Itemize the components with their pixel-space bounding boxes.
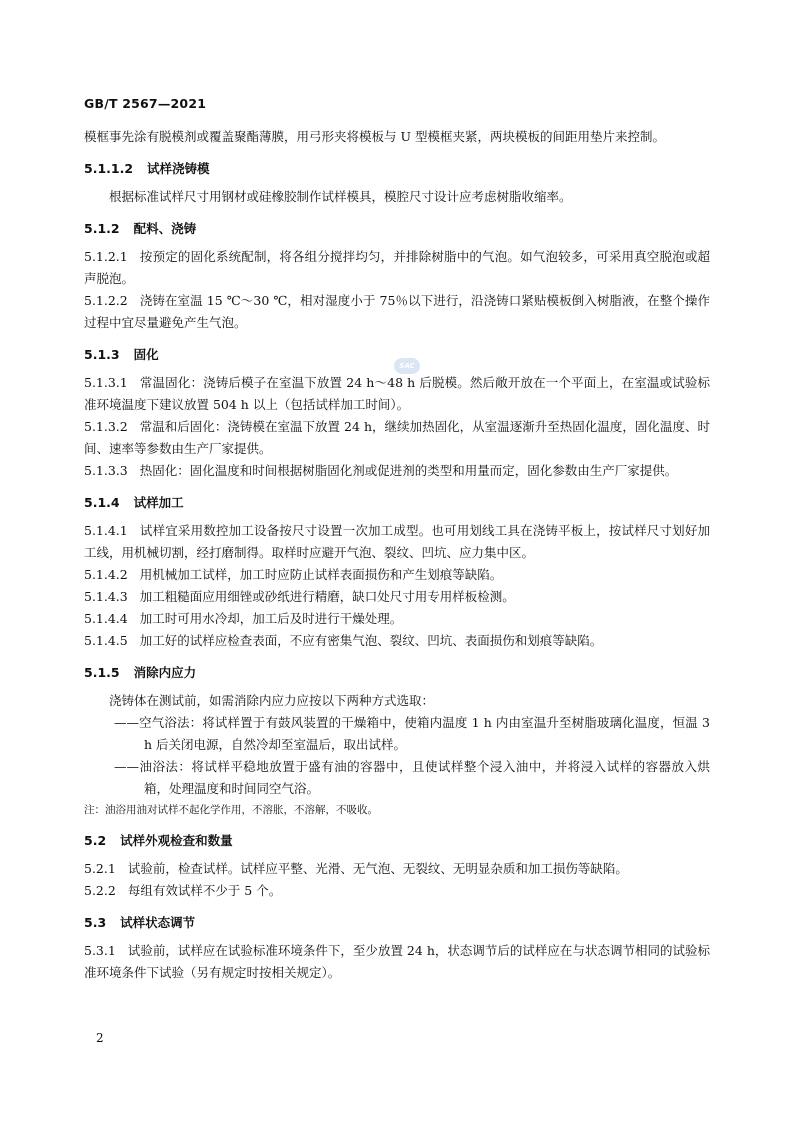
clause-number: 5.2.1: [84, 861, 116, 876]
standard-code-header: GB/T 2567—2021: [84, 96, 207, 111]
clause-5-1-2-1: [84, 246, 710, 290]
clause-text: 试验前，试样应在试验标准环境条件下，至少放置 24 h，状态调节后的试样应在与状态调节相同的试验标准环境条件下试验（另有规定时按相关规定）。: [84, 943, 710, 980]
clause-text: 按预定的固化系统配制，将各组分搅拌均匀，并排除树脂中的气泡。如气泡较多，可采用真空脱泡或超声脱泡。: [84, 249, 710, 286]
clause-number: 5.1.4.2: [84, 567, 128, 582]
clause-5-1-4-2: [84, 564, 710, 586]
clause-text: 常温和后固化：浇铸模在室温下放置 24 h，继续加热固化，从室温逐渐升至热固化温度，固化温度、时间、速率等参数由生产厂家提供。: [84, 419, 710, 456]
clause-text: 浇铸在室温 15 ℃～30 ℃，相对湿度小于 75％以下进行，沿浇铸口紧贴模板倒入树脂液，在整个操作过程中宜尽量避免产生气泡。: [84, 293, 710, 330]
clause-number: 5.1.2.2: [84, 293, 128, 308]
section-title: 固化: [133, 347, 159, 362]
clause-number: 5.1.3.1: [84, 375, 128, 390]
section-number: 5.1.4: [84, 495, 120, 510]
section-title: 试样外观检查和数量: [120, 833, 233, 848]
clause-number: 5.1.3.2: [84, 419, 128, 434]
clause-5-3-1: [84, 940, 710, 984]
section-title: 配料、浇铸: [133, 221, 197, 236]
section-number: 5.1.3: [84, 347, 120, 362]
clause-5-1-2-2: [84, 290, 710, 334]
clause-text: 热固化：固化温度和时间根据树脂固化剂或促进剂的类型和用量而定，固化参数由生产厂家提供。: [139, 463, 678, 478]
section-title: 试样加工: [133, 495, 184, 510]
section-number: 5.1.5: [84, 665, 120, 680]
section-title: 消除内应力: [133, 665, 197, 680]
document-body: [84, 126, 710, 984]
clause-text: 试验前，检查试样。试样应平整、光滑、无气泡、无裂纹、无明显杂质和加工损伤等缺陷。: [127, 861, 628, 876]
paragraph: 模框事先涂有脱模剂或覆盖聚酯薄膜，用弓形夹将模板与 U 型模框夹紧，两块模板的间距用垫片来控制。: [84, 129, 665, 144]
clause-5-2-1: [84, 858, 710, 880]
clause-number: 5.3.1: [84, 943, 116, 958]
clause-5-1-4-1: [84, 520, 710, 564]
note: 注：油浴用油对试样不起化学作用，不溶胀，不溶解，不吸收。: [84, 804, 378, 816]
dash-list-item: ——空气浴法：将试样置于有鼓风装置的干燥箱中，使箱内温度 1 h 内由室温升至树脂玻璃化温度，恒温 3 h 后关闭电源，自然冷却至室温后，取出试样。: [114, 715, 710, 752]
section-title: 试样状态调节: [120, 915, 196, 930]
clause-number: 5.2.2: [84, 883, 116, 898]
clause-5-1-3-3: [84, 460, 710, 482]
page-number: 2: [96, 1031, 104, 1045]
clause-number: 5.1.4.3: [84, 589, 128, 604]
section-heading-5-1-2: [84, 218, 710, 240]
section-number: 5.3: [84, 915, 107, 930]
section-title: 试样浇铸模: [147, 161, 210, 176]
clause-5-1-4-3: [84, 586, 710, 608]
section-heading-5-2: [84, 830, 710, 852]
section-heading-5-1-1-2: [84, 158, 710, 180]
clause-5-1-4-4: [84, 608, 710, 630]
clause-number: 5.1.4.1: [84, 523, 128, 538]
section-heading-5-1-4: [84, 492, 710, 514]
section-heading-5-3: [84, 912, 710, 934]
section-heading-5-1-3: [84, 344, 710, 366]
paragraph: 根据标准试样尺寸用钢材或硅橡胶制作试样模具，模腔尺寸设计应考虑树脂收缩率。: [109, 189, 572, 204]
clause-text: 每组有效试样不少于 5 个。: [127, 883, 282, 898]
paragraph: 浇铸体在测试前，如需消除内应力应按以下两种方式选取：: [109, 693, 435, 708]
clause-5-1-3-1: [84, 372, 710, 416]
clause-5-1-3-2: [84, 416, 710, 460]
section-number: 5.1.2: [84, 221, 120, 236]
clause-text: 用机械加工试样，加工时应防止试样表面损伤和产生划痕等缺陷。: [139, 567, 503, 582]
clause-number: 5.1.3.3: [84, 463, 128, 478]
clause-number: 5.1.2.1: [84, 249, 128, 264]
sac-watermark: SAC: [394, 358, 420, 374]
clause-text: 试样宜采用数控加工设备按尺寸设置一次加工成型。也可用划线工具在浇铸平板上，按试样尺寸划好加工线，用机械切割，经打磨制得。取样时应避开气泡、裂纹、凹坑、应力集中区。: [84, 523, 710, 560]
section-heading-5-1-5: [84, 662, 710, 684]
clause-5-1-4-5: [84, 630, 710, 652]
clause-number: 5.1.4.4: [84, 611, 128, 626]
clause-text: 加工好的试样应检查表面，不应有密集气泡、裂纹、凹坑、表面损伤和划痕等缺陷。: [139, 633, 603, 648]
section-number: 5.1.1.2: [84, 161, 134, 176]
dash-list-item: ——油浴法：将试样平稳地放置于盛有油的容器中，且使试样整个浸入油中，并将浸入试样的容器放入烘箱，处理温度和时间同空气浴。: [114, 759, 710, 796]
clause-number: 5.1.4.5: [84, 633, 128, 648]
clause-5-2-2: [84, 880, 710, 902]
section-number: 5.2: [84, 833, 107, 848]
clause-text: 常温固化：浇铸后模子在室温下放置 24 h～48 h 后脱模。然后敞开放在一个平面上，在室温或试验标准环境温度下建议放置 504 h 以上（包括试样加工时间）。: [84, 375, 710, 412]
clause-text: 加工时可用水冷却，加工后及时进行干燥处理。: [139, 611, 403, 626]
clause-text: 加工粗糙面应用细锉或砂纸进行精磨，缺口处尺寸用专用样板检测。: [139, 589, 515, 604]
